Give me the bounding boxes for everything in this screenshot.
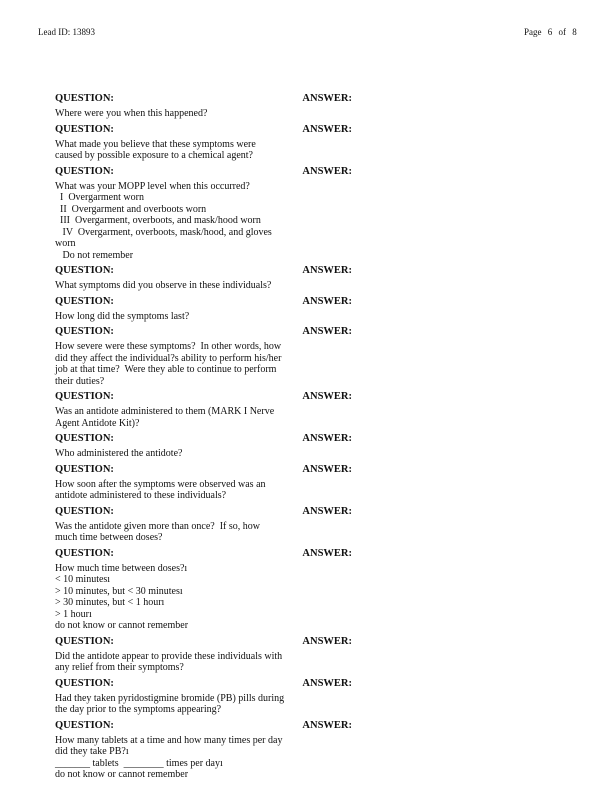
question-header — [55, 432, 375, 448]
question-text-line: Did the antidote appear to provide these individuals with — [55, 650, 283, 662]
question-block — [55, 635, 375, 674]
question-label: QUESTION: — [55, 677, 114, 689]
question-block — [55, 719, 375, 781]
answer-label: ANSWER: — [302, 677, 352, 689]
question-text-line: Had they taken pyridostigmine bromide (PB) pills during — [55, 692, 285, 704]
question-label: QUESTION: — [55, 719, 114, 731]
question-block — [55, 677, 375, 716]
answer-label: ANSWER: — [302, 635, 352, 647]
question-label: QUESTION: — [55, 326, 114, 337]
answer-label: ANSWER: — [302, 265, 352, 276]
question-text-line: What was your MOPP level when this occurred? — [55, 180, 250, 192]
question-block — [55, 325, 375, 387]
lead-id: Lead ID: 13893 — [38, 27, 95, 37]
question-header — [55, 264, 375, 280]
question-text-line: How much time between doses?ı — [55, 562, 188, 574]
question-list — [55, 92, 375, 784]
question-header — [55, 463, 375, 479]
question-header — [55, 325, 375, 341]
question-text-line: IV Overgarment, overboots, mask/hood, and gloves — [55, 226, 272, 238]
question-text-line: II Overgarment and overboots worn — [55, 203, 207, 215]
question-text-line: > 10 minutes, but < 30 minutesı — [55, 585, 183, 597]
question-header — [55, 390, 375, 406]
answer-label: ANSWER: — [302, 123, 352, 135]
answer-label: ANSWER: — [302, 505, 352, 517]
question-block — [55, 295, 375, 323]
question-block — [55, 264, 375, 292]
question-label: QUESTION: — [55, 463, 114, 475]
question-label: QUESTION: — [55, 265, 114, 276]
question-text-line: What made you believe that these symptoms were — [55, 138, 256, 150]
question-block — [55, 463, 375, 502]
question-text-line: do not know or cannot remember — [55, 769, 189, 780]
question-label: QUESTION: — [55, 547, 114, 559]
question-block — [55, 92, 375, 120]
question-label: QUESTION: — [55, 391, 114, 402]
question-text-line: Who administered the antidote? — [55, 448, 183, 459]
answer-label: ANSWER: — [302, 391, 352, 402]
question-text-line: How long did the symptoms last? — [55, 310, 190, 322]
question-header — [55, 719, 375, 735]
question-text-line: do not know or cannot remember — [55, 620, 189, 631]
question-text-line: antidote administered to these individuals? — [55, 490, 227, 501]
answer-label: ANSWER: — [302, 165, 352, 177]
question-text-line: How many tablets at a time and how many times per day — [55, 734, 283, 746]
question-text-line: did they affect the individual?s ability to perform his/her — [55, 352, 282, 364]
question-text-line: Was the antidote given more than once? If so, how — [55, 520, 260, 532]
question-text-line: How severe were these symptoms? In other words, how — [55, 341, 282, 352]
question-text-line: the day prior to the symptoms appearing? — [55, 704, 222, 715]
question-header — [55, 677, 375, 693]
question-text-line: Do not remember — [55, 249, 134, 261]
question-label: QUESTION: — [55, 165, 114, 177]
answer-label: ANSWER: — [302, 433, 352, 444]
question-label: QUESTION: — [55, 123, 114, 135]
question-text-line: Agent Antidote Kit)? — [55, 417, 140, 429]
answer-label: ANSWER: — [302, 93, 352, 104]
question-block — [55, 547, 375, 632]
question-text-line: caused by possible exposure to a chemical agent? — [55, 150, 253, 161]
question-block — [55, 165, 375, 262]
answer-label: ANSWER: — [302, 547, 352, 559]
question-header — [55, 295, 375, 311]
question-text-line: III Overgarment, overboots, and mask/hood worn — [55, 215, 261, 226]
answer-label: ANSWER: — [302, 295, 352, 307]
answer-label: ANSWER: — [302, 326, 352, 337]
question-text-line: > 30 minutes, but < 1 hourı — [55, 597, 165, 608]
question-label: QUESTION: — [55, 433, 114, 444]
answer-label: ANSWER: — [302, 463, 352, 475]
answer-label: ANSWER: — [302, 719, 352, 731]
question-header — [55, 547, 375, 563]
question-text-line: any relief from their symptoms? — [55, 662, 184, 673]
page-number: Page 6 of 8 — [524, 27, 577, 37]
question-header — [55, 123, 375, 139]
question-text-line: _______ tablets ________ times per dayı — [55, 757, 223, 769]
question-text-line: < 10 minutesı — [55, 574, 111, 585]
question-text-line: > 1 hourı — [55, 608, 92, 620]
question-label: QUESTION: — [55, 295, 114, 307]
question-text-line: much time between doses? — [55, 532, 163, 543]
question-header — [55, 92, 375, 108]
question-label: QUESTION: — [55, 505, 114, 517]
question-header — [55, 165, 375, 181]
question-block — [55, 390, 375, 429]
question-text-line: What symptoms did you observe in these individuals? — [55, 280, 272, 291]
question-label: QUESTION: — [55, 635, 114, 647]
question-text-line: I Overgarment worn — [55, 192, 144, 203]
question-label: QUESTION: — [55, 93, 114, 104]
question-block — [55, 505, 375, 544]
question-header — [55, 635, 375, 651]
question-text-line: worn — [55, 238, 76, 249]
question-text-line: Was an antidote administered to them (MARK I Nerve — [55, 406, 275, 417]
question-text-line: Where were you when this happened? — [55, 108, 208, 119]
question-block — [55, 123, 375, 162]
question-text-line: How soon after the symptoms were observed was an — [55, 478, 266, 490]
question-block — [55, 432, 375, 460]
question-text-line: job at that time? Were they able to continue to perform — [55, 364, 277, 375]
question-header — [55, 505, 375, 521]
question-text-line: did they take PB?ı — [55, 746, 129, 757]
question-text-line: their duties? — [55, 375, 105, 387]
